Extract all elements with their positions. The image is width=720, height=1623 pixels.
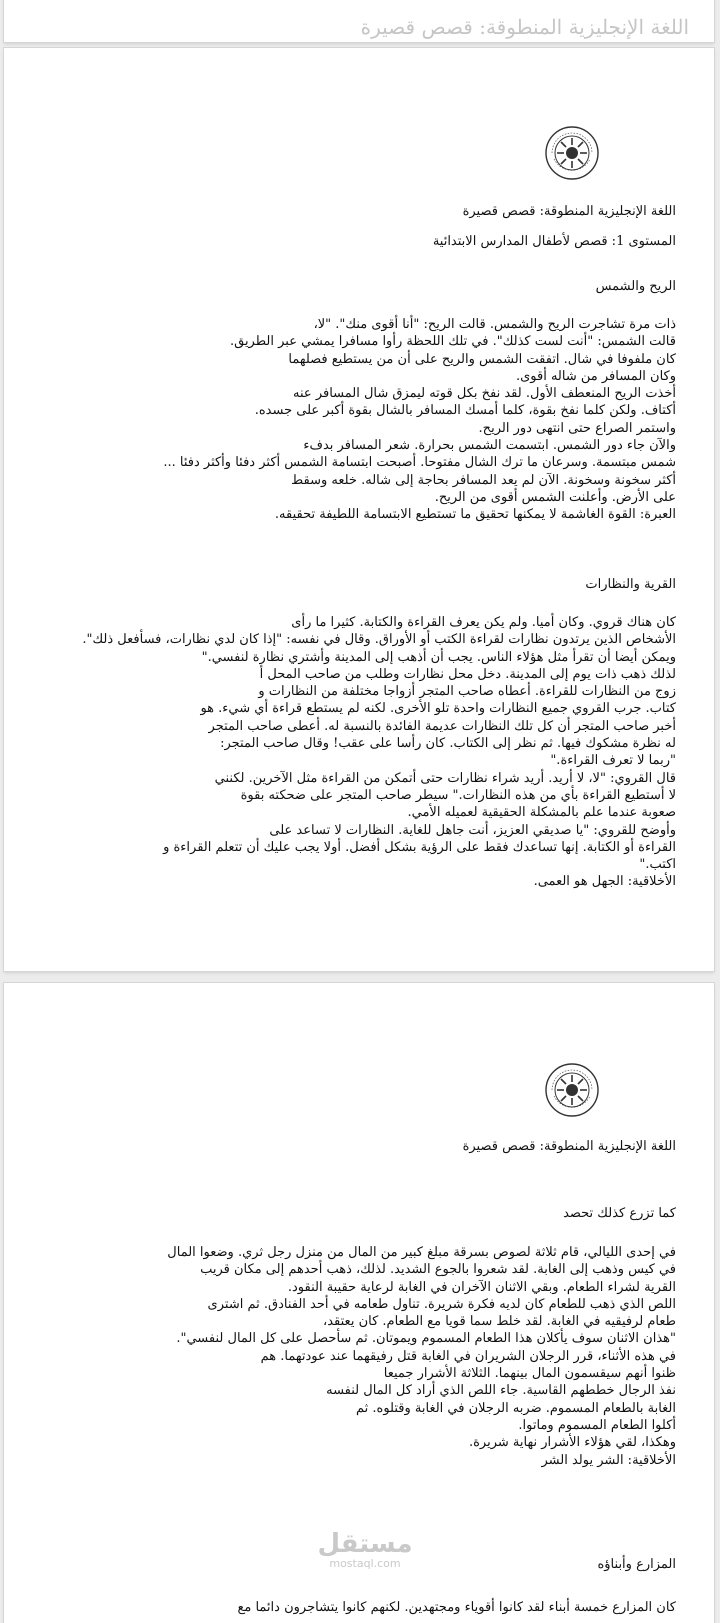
story-moral: العبرة: القوة الغاشمة لا يمكنها تحقيق ما تستطيع الابتسامة اللطيفة تحقيقه. xyxy=(274,507,676,523)
story-body xyxy=(163,316,676,524)
youth-for-seva-logo-icon xyxy=(544,125,600,181)
story-line: اللص الذي ذهب للطعام كان لديه فكرة شريرة. تناول طعامه في أحد الفنادق. ثم اشترى xyxy=(207,1296,676,1312)
story-line: قال القروي: "لا، لا أريد. أريد شراء نظارات حتى أتمكن من القراءة مثل الآخرين. لكنني xyxy=(214,770,676,786)
story-title: المزارع وأبناؤه xyxy=(597,1557,676,1572)
story-line: شمس مبتسمة. وسرعان ما ترك الشال مفتوحا. أصبحت ابتسامة الشمس أكثر دفئا وأكثر دفئا ... xyxy=(163,455,676,471)
story-moral: الأخلاقية: الجهل هو العمى. xyxy=(533,874,676,890)
story-title: القرية والنظارات xyxy=(585,577,676,592)
story-line: في هذه الأثناء، قرر الرجلان الشريران في الغابة قتل رفيقهما عند عودتهما. هم xyxy=(260,1348,676,1364)
youth-for-seva-logo-icon xyxy=(544,1062,600,1118)
story-line: وهكذا، لقي هؤلاء الأشرار نهاية شريرة. xyxy=(468,1435,676,1451)
story-line: نفذ الرجال خططهم القاسية. جاء اللص الذي أراد كل المال لنفسه xyxy=(326,1383,676,1399)
story-line: الغابة بالطعام المسموم. ضربه الرجلان في الغابة وقتلوه. ثم xyxy=(355,1400,676,1416)
story-line: وكان المسافر من شاله أقوى. xyxy=(515,368,676,384)
story-line: له نظرة مشكوك فيها. ثم نظر إلى الكتاب. كان رأسا على عقب! وقال صاحب المتجر: xyxy=(220,736,676,752)
watermark-latin: mostaql.com xyxy=(329,1557,401,1570)
story-line: كان ملفوفا في شال. اتفقت الشمس والريح على أن من يستطيع فصلهما xyxy=(288,351,676,367)
story-line: كان المزارع خمسة أبناء لقد كانوا أقوياء ومجتهدين. لكنهم كانوا يتشاجرون دائما مع xyxy=(237,1600,676,1615)
page-header: اللغة الإنجليزية المنطوقة: قصص قصيرة xyxy=(462,204,676,219)
story-line: زوج من النظارات للقراءة. أعطاه صاحب المتجر أزواجا مختلفة من النظارات و xyxy=(258,684,676,700)
story-line: على الأرض. وأعلنت الشمس أقوى من الريح. xyxy=(434,489,676,505)
story-line: ظنوا أنهم سيقسمون المال بينهما. الثلاثة الأشرار جميعا xyxy=(383,1366,676,1382)
story-line: قالت الشمس: "أنت لست كذلك". في تلك اللحظة رأوا مسافرا يمشي عبر الطريق. xyxy=(229,334,676,350)
story-line: واستمر الصراع حتى انتهى دور الريح. xyxy=(478,420,676,436)
story-line: أخبر صاحب المتجر أن كل تلك النظارات عديمة الفائدة بالنسبة له. أعطى صاحب المتجر xyxy=(208,718,676,734)
story-line: صعوبة عندما علم بالمشكلة الحقيقية لعميله الأمي. xyxy=(407,805,676,821)
story-title: الريح والشمس xyxy=(595,279,676,294)
watermark-arabic: مستقل xyxy=(317,1529,413,1559)
story-line: اكتب." xyxy=(639,857,676,873)
story-line: طعام لرفيقيه في الغابة. لقد خلط سما قويا مع الطعام. كان يعتقد، xyxy=(323,1314,676,1330)
story-line: وأوضح للقروي: "يا صديقي العزيز، أنت جاهل للغاية. النظارات لا تساعد على xyxy=(269,822,676,838)
story-line: لا أستطيع القراءة بأي من هذه النظارات." سيطر صاحب المتجر على ضحكته بقوة xyxy=(240,787,676,803)
story-line: الأشخاص الذين يرتدون نظارات لقراءة الكتب أو الأوراق. وقال في نفسه: "إذا كان لدي نظارات، فسأفعل ذلك". xyxy=(82,632,676,648)
story-body xyxy=(167,1244,676,1469)
previous-page xyxy=(4,0,714,42)
story-title: كما تزرع كذلك تحصد xyxy=(563,1206,676,1221)
level-title: المستوى 1: قصص لأطفال المدارس الابتدائية xyxy=(432,234,676,249)
previous-page-text: اللغة الإنجليزية المنطوقة: قصص قصيرة xyxy=(360,15,689,39)
story-moral: الأخلاقية: الشر يولد الشر xyxy=(541,1452,676,1468)
document-page-2 xyxy=(4,983,714,1623)
story-line: القرية لشراء الطعام. وبقي الاثنان الآخران في الغابة لرعاية حقيبة النقود. xyxy=(287,1279,676,1295)
story-line: أكتاف. ولكن كلما نفخ بقوة، كلما أمسك المسافر بالشال بقوة أكبر على جسده. xyxy=(254,403,676,419)
story-line: أخذت الريح المنعطف الأول. لقد نفخ بكل قوته ليمزق شال المسافر عنه xyxy=(293,386,676,402)
story-line: أكلوا الطعام المسموم وماتوا. xyxy=(518,1417,676,1433)
story-line: ويمكن أيضا أن تقرأ مثل هؤلاء الناس. يجب أن أذهب إلى المدينة وأشتري نظارة لنفسي." xyxy=(201,649,676,665)
story-line: "ربما لا تعرف القراءة." xyxy=(550,753,676,769)
story-line: في إحدى الليالي، قام ثلاثة لصوص بسرقة مبلغ كبير من المال من منزل رجل ثري. وضعوا المال xyxy=(167,1245,676,1260)
page-header: اللغة الإنجليزية المنطوقة: قصص قصيرة xyxy=(462,1139,676,1154)
story-line: القراءة أو الكتابة. إنها تساعدك فقط على الرؤية بشكل أفضل. أولا يجب عليك أن تتعلم القراءة و xyxy=(163,839,676,855)
story-body xyxy=(82,614,676,891)
story-line: في كيس وذهب إلى الغابة. لقد شعروا بالجوع الشديد. لذلك، ذهب أحدهم إلى مكان قريب xyxy=(200,1262,676,1278)
document-page-1 xyxy=(4,48,714,971)
story-line: كان هناك قروي. وكان أميا. ولم يكن يعرف القراءة والكتابة. كثيرا ما رأى xyxy=(291,615,676,630)
story-line: أكثر سخونة وسخونة. الآن لم يعد المسافر بحاجة إلى شاله. خلعه وسقط xyxy=(291,472,676,488)
story-line: لذلك ذهب ذات يوم إلى المدينة. دخل محل نظارات وطلب من صاحب المحل أ xyxy=(259,666,676,682)
story-line: والآن جاء دور الشمس. ابتسمت الشمس بحرارة. شعر المسافر بدفء xyxy=(303,438,676,454)
story-line: كتاب. جرب القروي جميع النظارات واحدة تلو الأخرى. لكنه لم يستطع قراءة أي شيء. هو xyxy=(200,701,676,717)
story-line: ذات مرة تشاجرت الريح والشمس. قالت الريح: "أنا أقوى منك". "لا، xyxy=(313,317,676,332)
mostaql-watermark xyxy=(300,1530,430,1570)
story-line: "هذان الاثنان سوف يأكلان هذا الطعام المسموم ويموتان. ثم سأحصل على كل المال لنفسي". xyxy=(176,1331,676,1347)
